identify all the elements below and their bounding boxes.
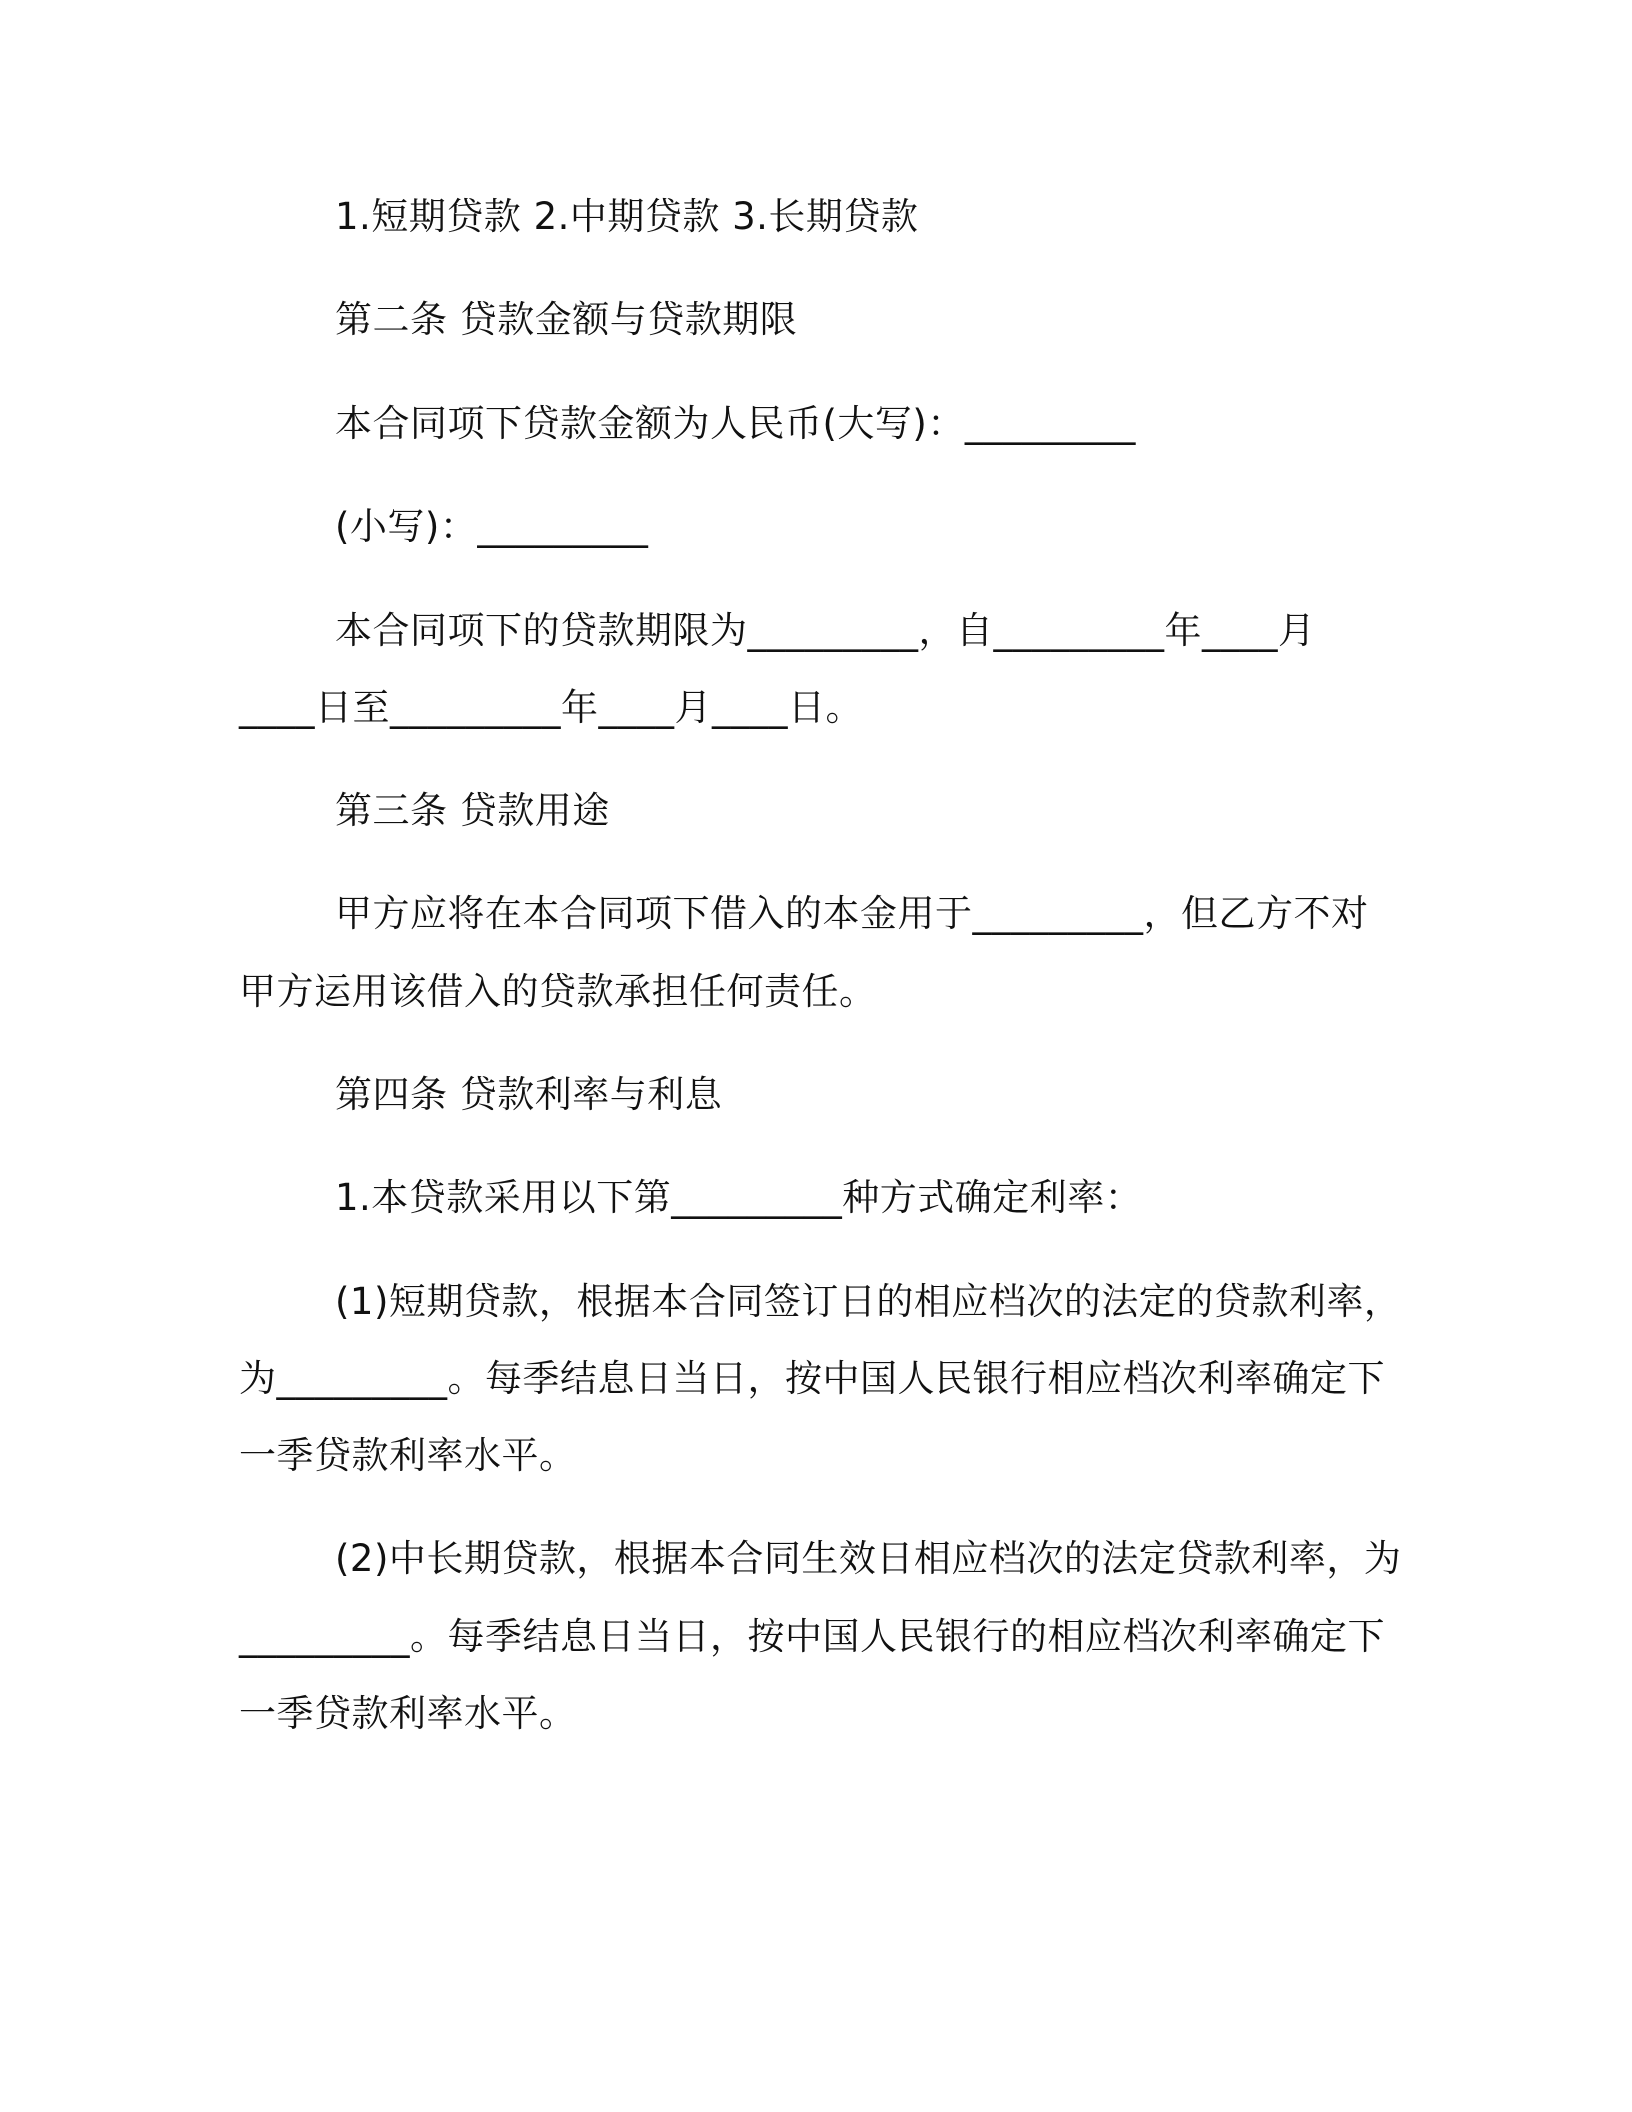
interest-method-line: 1.本贷款采用以下第_________种方式确定利率： [335,1176,1143,1219]
loan-term-line-1: 本合同项下的贷款期限为_________，自_________年____月 [335,609,1316,652]
long-term-rate-line-2: _________。每季结息日当日，按中国人民银行的相应档次利率确定下 [239,1615,1385,1658]
article-3-heading: 第三条 贷款用途 [335,789,610,832]
loan-type-list: 1.短期贷款 2.中期贷款 3.长期贷款 [335,195,919,238]
loan-purpose-line-2: 甲方运用该借入的贷款承担任何责任。 [239,970,877,1013]
short-term-rate-line-3: 一季贷款利率水平。 [239,1434,577,1477]
short-term-rate-line-1: (1)短期贷款，根据本合同签订日的相应档次的法定的贷款利率， [335,1280,1402,1323]
article-4-heading: 第四条 贷款利率与利息 [335,1073,723,1116]
short-term-rate-line-2: 为_________。每季结息日当日，按中国人民银行相应档次利率确定下 [239,1357,1385,1400]
long-term-rate-line-1: (2)中长期贷款，根据本合同生效日相应档次的法定贷款利率，为 [335,1537,1402,1580]
loan-amount-uppercase: 本合同项下贷款金额为人民币(大写)：_________ [335,402,1136,445]
article-2-heading: 第二条 贷款金额与贷款期限 [335,298,798,341]
loan-purpose-line-1: 甲方应将在本合同项下借入的本金用于_________，但乙方不对 [335,892,1369,935]
long-term-rate-line-3: 一季贷款利率水平。 [239,1692,577,1735]
loan-amount-lowercase: (小写)：_________ [335,505,649,548]
loan-term-line-2: ____日至_________年____月____日。 [239,686,863,729]
